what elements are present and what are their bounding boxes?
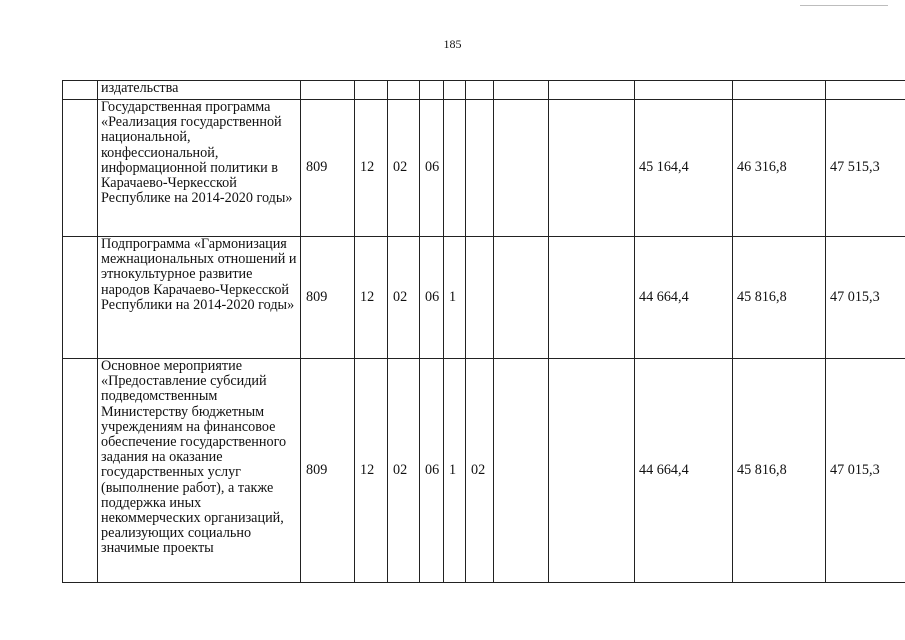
expense-type-code: [549, 237, 635, 359]
amount-year-1: 44 664,4: [635, 237, 733, 359]
amount-year-3: 47 015,3: [826, 359, 905, 583]
amount-year-2: [733, 81, 826, 100]
direction-code: [494, 81, 549, 100]
amount-year-2: 46 316,8: [733, 100, 826, 237]
program-code: 06: [420, 100, 444, 237]
amount-year-1: [635, 81, 733, 100]
subprogram-code: 1: [444, 237, 466, 359]
amount-year-2: 45 816,8: [733, 237, 826, 359]
budget-table: [62, 80, 905, 583]
program-code: 06: [420, 237, 444, 359]
direction-code: [494, 237, 549, 359]
subsection-code: 02: [388, 359, 420, 583]
section-code: [355, 81, 388, 100]
amount-year-1: 44 664,4: [635, 359, 733, 583]
expense-type-code: [549, 100, 635, 237]
program-code: 06: [420, 359, 444, 583]
expense-type-code: [549, 81, 635, 100]
table-row: [63, 100, 905, 237]
page-number: 185: [443, 37, 462, 51]
program-code: [420, 81, 444, 100]
subprogram-code: [444, 81, 466, 100]
item-name: Государственная программа «Реализация государственной национальной, конфессиональной, информационной политики в Карачаево-Черкесской Республике на 2014-2020 годы»: [98, 100, 301, 237]
event-code: [466, 237, 494, 359]
subsection-code: [388, 81, 420, 100]
amount-year-3: [826, 81, 905, 100]
section-code: 12: [355, 359, 388, 583]
table-row: [63, 359, 905, 583]
direction-code: [494, 100, 549, 237]
event-code: [466, 81, 494, 100]
expense-type-code: [549, 359, 635, 583]
item-name: Основное мероприятие «Предоставление субсидий подведомственным Министерству бюджетным учреждениям на финансовое обеспечение государственного задания на оказание государственных услуг (выполнение работ), а также поддержка иных некоммерческих организаций, реализующих социально значимые проекты: [98, 359, 301, 583]
admin-code: 809: [301, 237, 355, 359]
event-code: 02: [466, 359, 494, 583]
amount-year-3: 47 015,3: [826, 237, 905, 359]
row-number-cell: [63, 100, 98, 237]
event-code: [466, 100, 494, 237]
item-name: Подпрограмма «Гармонизация межнациональных отношений и этнокультурное развитие народов Карачаево-Черкесской Республики на 2014-2020 годы»: [98, 237, 301, 359]
amount-year-1: 45 164,4: [635, 100, 733, 237]
section-code: 12: [355, 100, 388, 237]
admin-code: 809: [301, 100, 355, 237]
table-row: [63, 81, 905, 100]
direction-code: [494, 359, 549, 583]
table-row: [63, 237, 905, 359]
subsection-code: 02: [388, 100, 420, 237]
row-number-cell: [63, 237, 98, 359]
item-name: издательства: [98, 81, 301, 100]
row-number-cell: [63, 81, 98, 100]
subsection-code: 02: [388, 237, 420, 359]
admin-code: 809: [301, 359, 355, 583]
row-number-cell: [63, 359, 98, 583]
subprogram-code: 1: [444, 359, 466, 583]
amount-year-2: 45 816,8: [733, 359, 826, 583]
section-code: 12: [355, 237, 388, 359]
amount-year-3: 47 515,3: [826, 100, 905, 237]
admin-code: [301, 81, 355, 100]
scan-artifact-line: [800, 5, 888, 6]
subprogram-code: [444, 100, 466, 237]
